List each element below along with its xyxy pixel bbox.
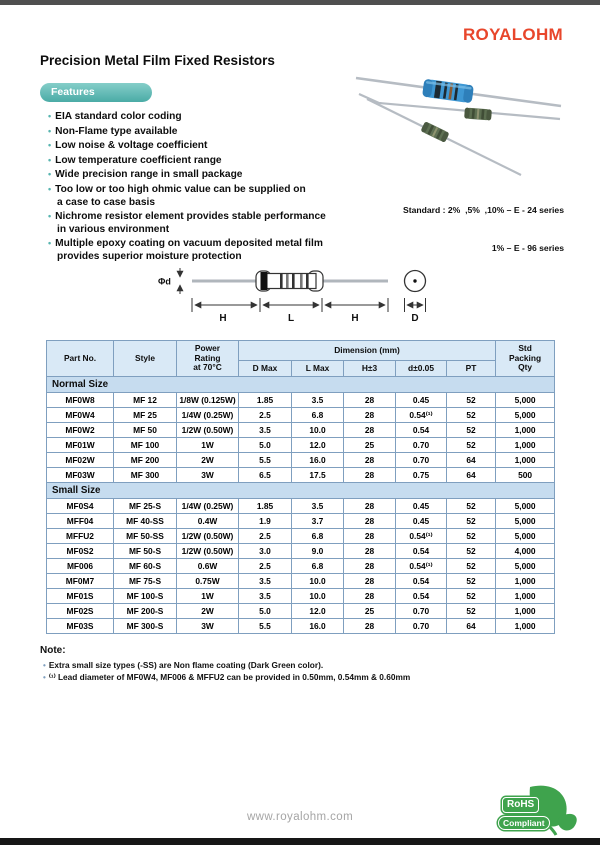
table-row (47, 438, 555, 453)
table-cell: 3W (177, 468, 239, 483)
table-cell: 28 (344, 619, 396, 634)
table-row (47, 559, 555, 574)
table-cell: 0.54 (396, 574, 447, 589)
table-cell: 0.54⁽¹⁾ (396, 529, 447, 544)
table-cell: 52 (447, 544, 496, 559)
table-row (47, 468, 555, 483)
table-cell: 64 (447, 619, 496, 634)
table-cell: 52 (447, 499, 496, 514)
table-cell: MF0S2 (47, 544, 114, 559)
diagram-end-view-dot (413, 279, 416, 282)
top-divider-bar (0, 0, 600, 5)
table-cell: 28 (344, 423, 396, 438)
table-cell: 1/8W (0.125W) (177, 393, 239, 408)
table-cell: MF03W (47, 468, 114, 483)
table-cell: 0.75 (396, 468, 447, 483)
table-cell: 0.54⁽¹⁾ (396, 408, 447, 423)
feature-item: • Non-Flame type available (42, 125, 352, 139)
table-row (47, 544, 555, 559)
table-cell: 28 (344, 514, 396, 529)
table-cell: 5.0 (239, 438, 292, 453)
table-cell: 6.5 (239, 468, 292, 483)
table-cell: 10.0 (292, 574, 344, 589)
diagram-label-phi-d: Φd (158, 276, 171, 287)
col-header-power-rating: Power Rating at 70°C (177, 341, 239, 377)
table-cell: MF 25-S (114, 499, 177, 514)
table-cell: MF 40-SS (114, 514, 177, 529)
section-header-small-size: Small Size (47, 483, 555, 499)
table-cell: 3.5 (239, 423, 292, 438)
table-cell: 5,000 (496, 514, 555, 529)
table-cell: 28 (344, 408, 396, 423)
table-cell: 0.54⁽¹⁾ (396, 559, 447, 574)
table-cell: MF01W (47, 438, 114, 453)
spec-table (46, 340, 555, 634)
table-cell: 3W (177, 619, 239, 634)
table-cell: 52 (447, 529, 496, 544)
col-header-dimension: Dimension (mm) (239, 341, 496, 361)
table-cell: MF006 (47, 559, 114, 574)
table-row (47, 529, 555, 544)
table-row (47, 619, 555, 634)
table-row (47, 423, 555, 438)
table-cell: 52 (447, 574, 496, 589)
table-cell: 0.54 (396, 544, 447, 559)
table-cell: MF 300-S (114, 619, 177, 634)
table-cell: MF 200-S (114, 604, 177, 619)
table-cell: 5,000 (496, 408, 555, 423)
table-row (47, 589, 555, 604)
diagram-label-d: D (411, 313, 419, 324)
table-cell: MF 200 (114, 453, 177, 468)
feature-item: • Low noise & voltage coefficient (42, 139, 352, 153)
col-header-packing-qty: Std Packing Qty (496, 341, 555, 377)
table-cell: 64 (447, 453, 496, 468)
table-cell: 2W (177, 604, 239, 619)
diagram-label-h-left: H (219, 313, 227, 324)
diagram-label-h-right: H (351, 313, 359, 324)
table-cell: 64 (447, 468, 496, 483)
table-cell: 52 (447, 559, 496, 574)
table-cell: 1.9 (239, 514, 292, 529)
note-item: • ⁽¹⁾ Lead diameter of MF0W4, MF006 & MFFU2 can be provided in 0.50mm, 0.54mm & 0.60mm (40, 672, 570, 684)
feature-item: • Wide precision range in small package (42, 168, 352, 182)
table-cell: MF 300 (114, 468, 177, 483)
table-cell: 28 (344, 574, 396, 589)
table-row (47, 393, 555, 408)
table-cell: 52 (447, 408, 496, 423)
table-cell: 0.70 (396, 438, 447, 453)
rohs-label: RoHS (502, 797, 539, 813)
table-cell: 28 (344, 544, 396, 559)
table-cell: 2.5 (239, 559, 292, 574)
table-cell: 16.0 (292, 619, 344, 634)
table-cell: 3.5 (292, 499, 344, 514)
col-header-h: H±3 (344, 361, 396, 377)
table-cell: MF02S (47, 604, 114, 619)
features-list (42, 110, 352, 265)
section-header-normal-size: Normal Size (47, 377, 555, 393)
table-cell: MF 100-S (114, 589, 177, 604)
table-cell: 3.5 (239, 589, 292, 604)
note-list (40, 660, 570, 683)
table-cell: 9.0 (292, 544, 344, 559)
table-cell: 500 (496, 468, 555, 483)
table-cell: 2.5 (239, 408, 292, 423)
table-cell: 1/4W (0.25W) (177, 408, 239, 423)
page-title: Precision Metal Film Fixed Resistors (40, 53, 275, 68)
standard-line-2: 1% – E - 96 series (491, 243, 564, 254)
table-cell: 52 (447, 423, 496, 438)
bottom-divider-bar (0, 838, 600, 845)
table-cell: 52 (447, 604, 496, 619)
table-cell: MF0W8 (47, 393, 114, 408)
table-cell: 2W (177, 453, 239, 468)
table-cell: 1W (177, 438, 239, 453)
table-cell: 16.0 (292, 453, 344, 468)
table-cell: MF01S (47, 589, 114, 604)
table-cell: 52 (447, 438, 496, 453)
table-cell: 1.85 (239, 499, 292, 514)
table-cell: MFF04 (47, 514, 114, 529)
diagram-label-l: L (287, 313, 295, 324)
table-cell: MF0W2 (47, 423, 114, 438)
diagram-resistor-body (256, 271, 323, 291)
table-cell: 1,000 (496, 574, 555, 589)
table-cell: MF 60-S (114, 559, 177, 574)
table-cell: 0.75W (177, 574, 239, 589)
table-cell: 52 (447, 514, 496, 529)
table-cell: 1,000 (496, 423, 555, 438)
table-cell: MF 75-S (114, 574, 177, 589)
table-cell: MF 50-S (114, 544, 177, 559)
feature-item: • Multiple epoxy coating on vacuum deposited metal film provides superior moisture protection (42, 237, 352, 263)
table-cell: 5,000 (496, 559, 555, 574)
note-item: • Extra small size types (-SS) are Non flame coating (Dark Green color). (40, 660, 570, 672)
table-cell: 52 (447, 393, 496, 408)
table-cell: 1.85 (239, 393, 292, 408)
table-cell: MF 100 (114, 438, 177, 453)
table-cell: 28 (344, 529, 396, 544)
footer-url: www.royalohm.com (246, 811, 354, 823)
feature-item: • Too low or too high ohmic value can be supplied on a case to case basis (42, 183, 352, 209)
table-cell: 1,000 (496, 453, 555, 468)
col-header-d-max: D Max (239, 361, 292, 377)
table-cell: 6.8 (292, 529, 344, 544)
table-cell: 3.0 (239, 544, 292, 559)
table-cell: 0.54 (396, 423, 447, 438)
table-cell: 28 (344, 453, 396, 468)
table-cell: MF 50 (114, 423, 177, 438)
resistor-body-blue (422, 79, 474, 104)
table-cell: 52 (447, 589, 496, 604)
table-cell: 5.0 (239, 604, 292, 619)
table-cell: 4,000 (496, 544, 555, 559)
table-cell: 0.4W (177, 514, 239, 529)
table-cell: 5.5 (239, 453, 292, 468)
rohs-compliant-label: Compliant (498, 816, 550, 830)
normal-size-rows (47, 393, 555, 483)
table-cell: 2.5 (239, 529, 292, 544)
standard-line-1: Standard : 2% ,5% ,10% – E - 24 series (403, 204, 564, 215)
table-row (47, 574, 555, 589)
table-row (47, 453, 555, 468)
brand-logo: ROYALOHM (462, 25, 563, 44)
table-cell: 5,000 (496, 529, 555, 544)
table-cell: 1,000 (496, 438, 555, 453)
table-cell: 0.6W (177, 559, 239, 574)
table-cell: 5,000 (496, 393, 555, 408)
table-cell: 3.5 (292, 393, 344, 408)
table-cell: MF 12 (114, 393, 177, 408)
feature-item: • Nichrome resistor element provides stable performance in various environment (42, 210, 352, 236)
table-cell: 12.0 (292, 604, 344, 619)
table-cell: 28 (344, 468, 396, 483)
table-cell: 1/4W (0.25W) (177, 499, 239, 514)
feature-item: • EIA standard color coding (42, 110, 352, 124)
table-cell: 25 (344, 438, 396, 453)
table-cell: 1W (177, 589, 239, 604)
col-header-part-no: Part No. (47, 341, 114, 377)
table-cell: 5.5 (239, 619, 292, 634)
table-cell: 3.7 (292, 514, 344, 529)
features-badge: Features (40, 83, 152, 102)
table-cell: 0.45 (396, 499, 447, 514)
table-cell: 6.8 (292, 559, 344, 574)
resistor-body-green-small-1 (464, 107, 492, 120)
table-cell: MF0M7 (47, 574, 114, 589)
table-row (47, 408, 555, 423)
table-cell: 6.8 (292, 408, 344, 423)
table-cell: 28 (344, 499, 396, 514)
section-header-row (47, 377, 555, 393)
table-cell: 28 (344, 589, 396, 604)
table-cell: 0.45 (396, 393, 447, 408)
col-header-d: d±0.05 (396, 361, 447, 377)
table-cell: MFFU2 (47, 529, 114, 544)
rohs-badge (498, 785, 578, 840)
table-cell: 1,000 (496, 589, 555, 604)
table-cell: 12.0 (292, 438, 344, 453)
section-header-row (47, 483, 555, 499)
table-cell: MF02W (47, 453, 114, 468)
table-row (47, 514, 555, 529)
table-cell: MF 25 (114, 408, 177, 423)
table-cell: 17.5 (292, 468, 344, 483)
col-header-l-max: L Max (292, 361, 344, 377)
table-cell: 0.54 (396, 589, 447, 604)
feature-item: • Low temperature coefficient range (42, 154, 352, 168)
table-cell: 25 (344, 604, 396, 619)
table-cell: 1/2W (0.50W) (177, 544, 239, 559)
table-cell: MF 50-SS (114, 529, 177, 544)
table-cell: 1,000 (496, 604, 555, 619)
table-cell: 0.70 (396, 453, 447, 468)
note-block (40, 645, 570, 683)
table-cell: 1,000 (496, 619, 555, 634)
col-header-pt: PT (447, 361, 496, 377)
table-cell: MF0S4 (47, 499, 114, 514)
table-cell: MF0W4 (47, 408, 114, 423)
table-cell: 0.70 (396, 619, 447, 634)
resistor-body-green-small-2 (420, 121, 449, 143)
table-row (47, 604, 555, 619)
table-cell: 10.0 (292, 589, 344, 604)
table-cell: MF03S (47, 619, 114, 634)
col-header-style: Style (114, 341, 177, 377)
table-cell: 28 (344, 559, 396, 574)
table-cell: 28 (344, 393, 396, 408)
table-cell: 5,000 (496, 499, 555, 514)
table-cell: 10.0 (292, 423, 344, 438)
table-cell: 1/2W (0.50W) (177, 529, 239, 544)
table-cell: 0.70 (396, 604, 447, 619)
table-row (47, 499, 555, 514)
note-title: Note: (40, 645, 66, 656)
table-cell: 1/2W (0.50W) (177, 423, 239, 438)
small-size-rows (47, 499, 555, 634)
table-cell: 0.45 (396, 514, 447, 529)
table-cell: 3.5 (239, 574, 292, 589)
dimension-diagram (58, 248, 458, 333)
